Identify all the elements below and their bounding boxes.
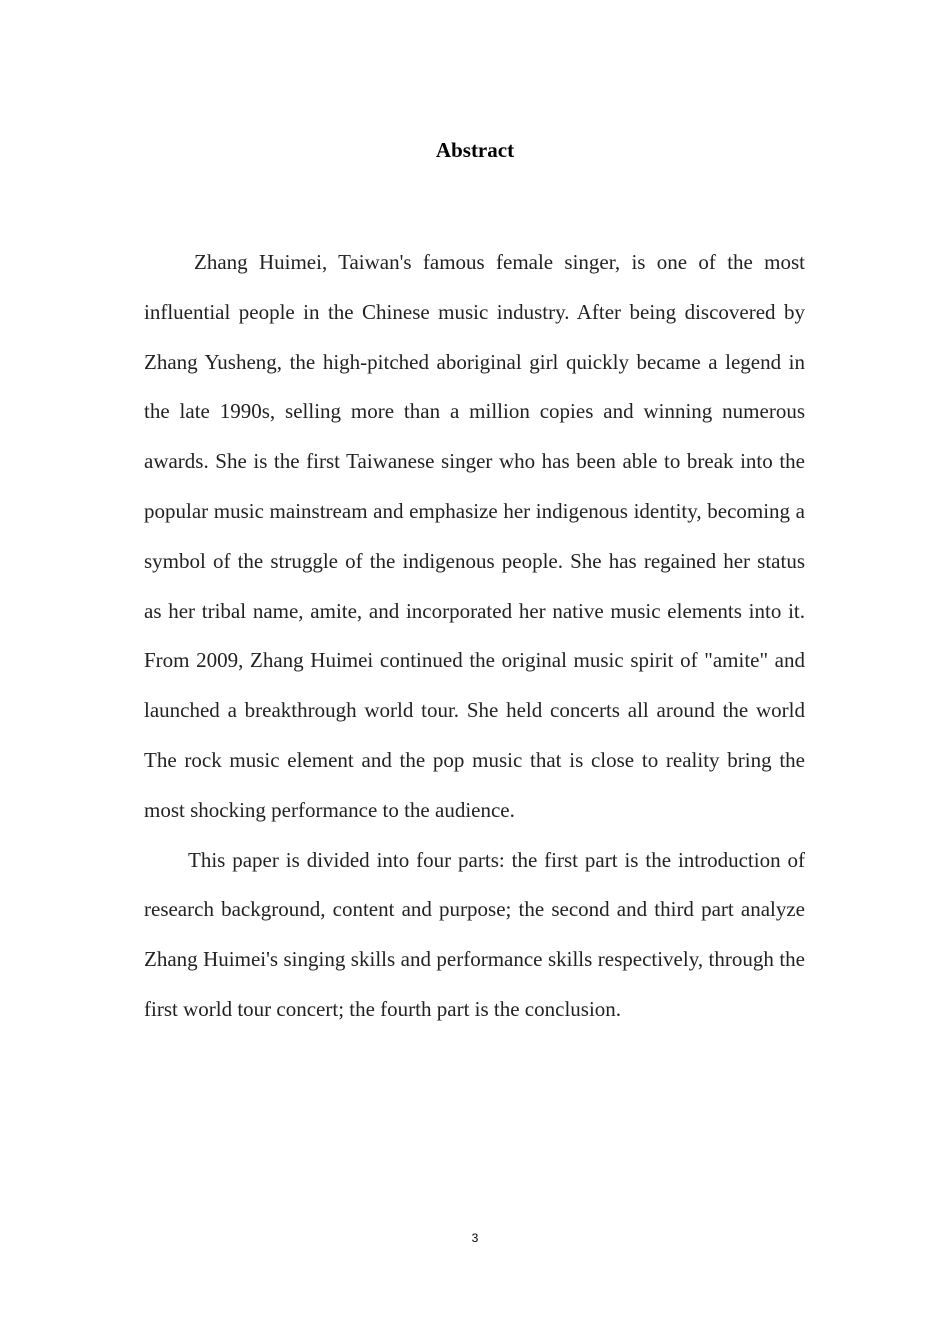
abstract-paragraph-1: Zhang Huimei, Taiwan's famous female singer, is one of the most influential people in the Chinese music industry. After being discovered by Zhang Yusheng, the high-pitched aboriginal girl quickly became a legend in the late 1990s, selling more than a million copies and winning numerous awards. She is the first Taiwanese singer who has been able to break into the popular music mainstream and emphasize her indigenous identity, becoming a symbol of the struggle of the indigenous people. She has regained her status as her tribal name, amite, and incorporated her native music elements into it. From 2009, Zhang Huimei continued the original music spirit of "amite" and launched a breakthrough world tour. She held concerts all around the world The rock music element and the pop music that is close to reality bring the most shocking performance to the audience. [144,250,805,822]
abstract-paragraph-2: This paper is divided into four parts: the first part is the introduction of research background, content and purpose; the second and third part analyze Zhang Huimei's singing skills and performance skills respectively, through the first world tour concert; the fourth part is the conclusion. [144,847,805,1021]
abstract-body [144,238,805,1035]
page-title: Abstract [435,138,515,162]
page-number: 3 [471,1231,479,1245]
